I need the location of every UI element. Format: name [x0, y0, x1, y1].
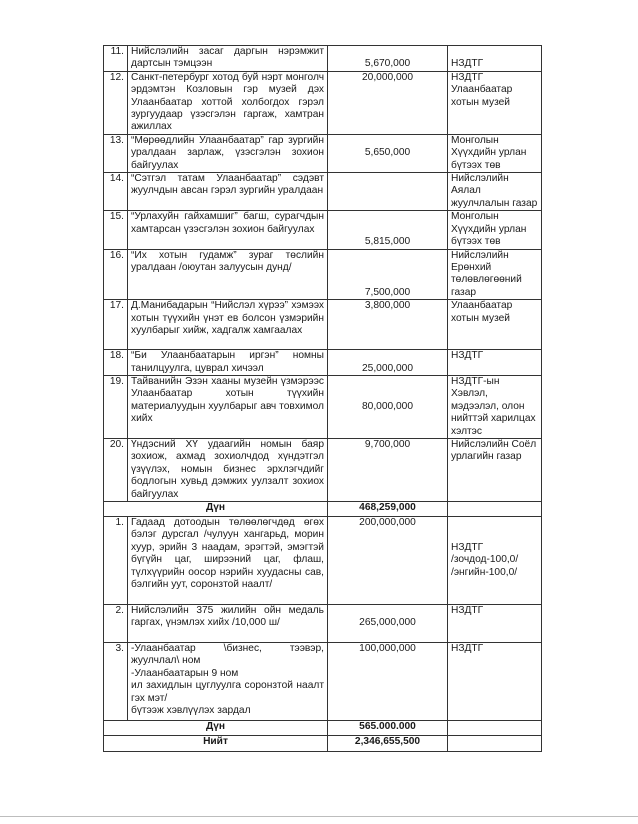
row-description: “Сэтгэл татам Улаанбаатар” сэдэвт жуулчдын авсан гэрэл зургийн уралдаан: [128, 173, 328, 211]
row-amount: 7,500,000: [328, 249, 448, 300]
row-number: 13.: [104, 134, 128, 172]
row-responsible: НЗДТГ: [448, 46, 542, 72]
row-number: 17.: [104, 300, 128, 350]
table-row: [104, 517, 542, 605]
page-bottom-rule: [0, 816, 638, 817]
row-responsible: Улаанбаатар хотын музей: [448, 300, 542, 350]
row-responsible: Монголын Хүүхдийн урлан бүтээх төв: [448, 211, 542, 249]
row-description: “Урлахуйн гайхамшиг” багш, сурагчдын хамтарсан үзэсгэлэн зохион байгуулах: [128, 211, 328, 249]
table-row: [104, 46, 542, 72]
row-number: 16.: [104, 249, 128, 300]
table-row: [104, 350, 542, 376]
row-number: 1.: [104, 517, 128, 605]
table-row: [104, 643, 542, 721]
row-responsible: Нийслэлийн Ерөнхий төлөвлөгөөний газар: [448, 249, 542, 300]
row-description: “Мөрөөдлийн Улаанбаатар” гар зургийн уралдаан зарлаж, үзэсгэлэн зохион байгуулах: [128, 134, 328, 172]
row-amount: 100,000,000: [328, 643, 448, 721]
grand-total-row: [104, 736, 542, 752]
grand-total-value: 2,346,655,500: [328, 736, 448, 752]
row-responsible: Монголын Хүүхдийн урлан бүтээх төв: [448, 134, 542, 172]
row-description: Гадаад дотоодын төлөөлөгчдөд өгөх бэлэг дурсгал /чулуун хангарьд, морин хуур, эрийн 3 наадам, эрэгтэй, эмэгтэй бүгүйн цаг, ширээний цаг, флаш, түлхүүрийн оосор нэрийн хуудасны сав, бэлгийн уут, соронзтой наалт/: [128, 517, 328, 605]
table-row: [104, 300, 542, 350]
grand-total-empty: [448, 736, 542, 752]
row-amount: 5,670,000: [328, 46, 448, 72]
grand-total-label: Нийт: [104, 736, 328, 752]
subtotal-label: Дүн: [104, 721, 328, 736]
budget-table: [103, 45, 542, 752]
row-amount: 3,800,000: [328, 300, 448, 350]
row-amount: 20,000,000: [328, 71, 448, 134]
table-row: [104, 605, 542, 643]
table-row: [104, 134, 542, 172]
row-amount: 200,000,000: [328, 517, 448, 605]
row-amount: [328, 173, 448, 211]
row-responsible: НЗДТГ: [448, 605, 542, 643]
row-number: 19.: [104, 375, 128, 438]
row-responsible: НЗДТГ Улаанбаатар хотын музей: [448, 71, 542, 134]
row-description: “Би Улаанбаатарын иргэн” номны танилцуулга, цуврал хичээл: [128, 350, 328, 376]
row-number: 2.: [104, 605, 128, 643]
subtotal-value: 468,259,000: [328, 502, 448, 517]
row-number: 18.: [104, 350, 128, 376]
subtotal-empty: [448, 721, 542, 736]
table-row: [104, 71, 542, 134]
row-description: Нийслэлийн засаг даргын нэрэмжит дартсын тэмцээн: [128, 46, 328, 72]
row-number: 11.: [104, 46, 128, 72]
row-amount: 9,700,000: [328, 438, 448, 501]
subtotal-row: [104, 502, 542, 517]
row-amount: 25,000,000: [328, 350, 448, 376]
row-responsible: НЗДТГ: [448, 643, 542, 721]
row-description: Тайванийн Эзэн хааны музейн үзмэрээс Улаанбаатар хотын түүхийн материалуудын хуулбарыг авч товхимол хийх: [128, 375, 328, 438]
row-description: “Их хотын гудамж” зураг төслийн уралдаан /оюутан залуусын дунд/: [128, 249, 328, 300]
row-responsible: НЗДТГ /зочдод-100,0/ /энгийн-100,0/: [448, 517, 542, 605]
table-row: [104, 375, 542, 438]
row-amount: 5,650,000: [328, 134, 448, 172]
row-description: Д.Манибадарын “Нийслэл хүрээ” хэмээх хотын түүхийн үнэт ев болсон үзмэрийн хуулбарыг хийж, хадгалж хамгаалах: [128, 300, 328, 350]
table-row: [104, 438, 542, 501]
row-description: Нийслэлийн 375 жилийн ойн медаль гаргах, үнэмлэх хийх /10,000 ш/: [128, 605, 328, 643]
row-description: Үндэсний ХҮ удаагийн номын баяр зохиож, ахмад зохиолчдод хүндэтгэл үзүүлэх, номын бизнес эрхлэгчдийг бодлогын хувьд дэмжих уулзалт зохиох байгуулах: [128, 438, 328, 501]
table-row: [104, 173, 542, 211]
row-amount: 265,000,000: [328, 605, 448, 643]
row-responsible: Нийслэлийн Соёл урлагийн газар: [448, 438, 542, 501]
row-responsible: Нийслэлийн Аялал жуулчлалын газар: [448, 173, 542, 211]
subtotal-empty: [448, 502, 542, 517]
row-responsible: НЗДТГ: [448, 350, 542, 376]
subtotal-row: [104, 721, 542, 736]
row-number: 15.: [104, 211, 128, 249]
row-amount: 80,000,000: [328, 375, 448, 438]
row-number: 14.: [104, 173, 128, 211]
table-row: [104, 249, 542, 300]
row-description: -Улаанбаатар \бизнес, тээвэр, жуулчлал\ ном -Улаанбаатарын 9 ном ил захидлын цуглуулга соронзтой наалт гэх мэт/ бүтээж хэвлүүлэх зардал: [128, 643, 328, 721]
table-row: [104, 211, 542, 249]
row-number: 3.: [104, 643, 128, 721]
subtotal-label: Дүн: [104, 502, 328, 517]
row-number: 12.: [104, 71, 128, 134]
row-description: Санкт-петербург хотод буй нэрт монголч эрдэмтэн Козловын гэр музей дэх Улаанбаатар хоттой холбогдох гэрэл зургуудаар үзэсгэлэн гаргаж, хамтран ажиллах: [128, 71, 328, 134]
row-amount: 5,815,000: [328, 211, 448, 249]
row-number: 20.: [104, 438, 128, 501]
subtotal-value: 565.000.000: [328, 721, 448, 736]
row-responsible: НЗДТГ-ын Хэвлэл, мэдээлэл, олон нийттэй харилцах хэлтэс: [448, 375, 542, 438]
